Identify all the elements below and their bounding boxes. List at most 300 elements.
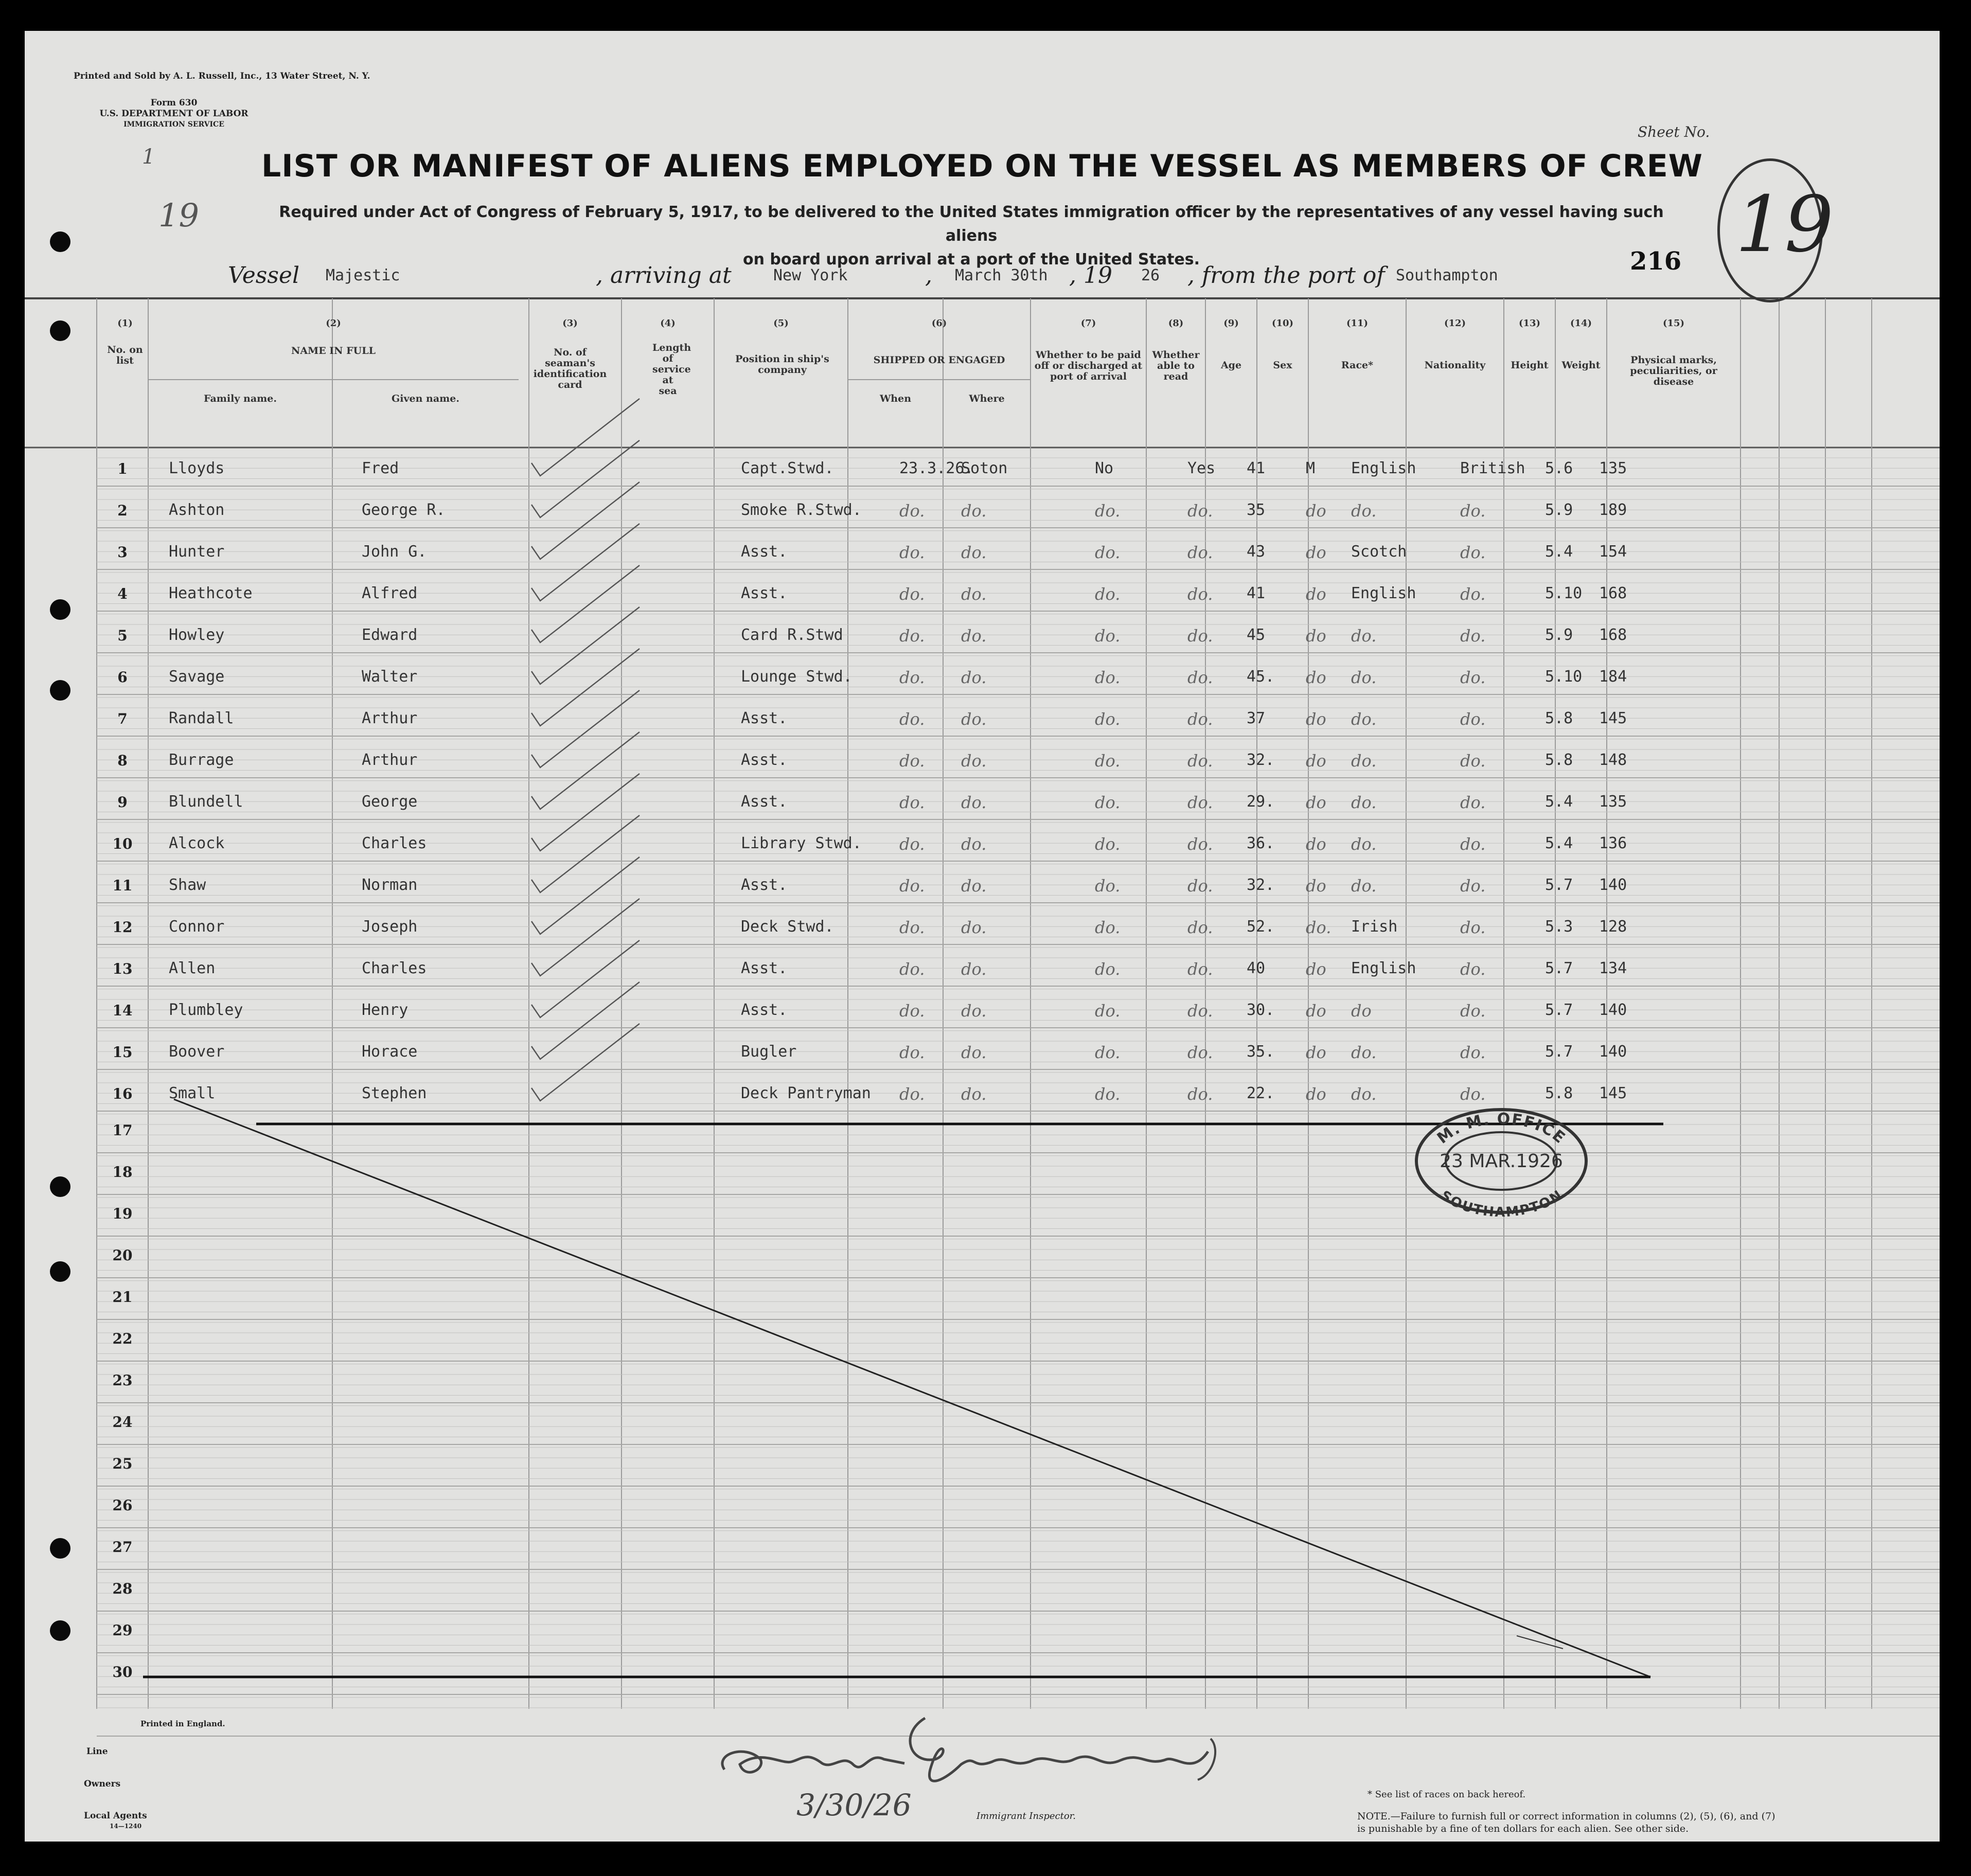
family-name: Savage: [169, 668, 225, 686]
paid-off: do.: [1095, 751, 1121, 771]
able-to-read: do.: [1187, 1001, 1213, 1021]
position: Asst.: [741, 543, 788, 561]
nationality: do.: [1460, 793, 1486, 812]
shipped-when: do.: [899, 584, 925, 604]
race: do.: [1351, 834, 1377, 854]
binder-hole: [50, 1261, 70, 1282]
row-number: 7: [117, 710, 128, 727]
family-name: Alcock: [169, 834, 225, 852]
age: 45: [1247, 626, 1266, 644]
paid-off: do.: [1095, 834, 1121, 854]
manifest-sheet: [25, 31, 1940, 1842]
sheet-label: Sheet No.: [1638, 123, 1710, 140]
col-2-header: NAME IN FULL: [291, 345, 376, 356]
family-name: Connor: [169, 918, 225, 936]
weight: 184: [1599, 668, 1627, 686]
height: 5.9: [1545, 501, 1573, 519]
weight: 135: [1599, 793, 1627, 811]
nationality: do.: [1460, 751, 1486, 771]
manifest-number: 216: [1630, 247, 1682, 276]
position: Asst.: [741, 876, 788, 894]
age: 29.: [1247, 793, 1275, 811]
paid-off: do.: [1095, 626, 1121, 646]
able-to-read: do.: [1187, 793, 1213, 812]
col-10-header: Sex: [1273, 360, 1292, 371]
col-1-number: (1): [117, 318, 133, 329]
race: do.: [1351, 668, 1377, 687]
shipped-where: do.: [961, 751, 987, 771]
position: Asst.: [741, 1001, 788, 1019]
shipped-where: do.: [961, 668, 987, 687]
nationality: do.: [1460, 584, 1486, 604]
row-number: 12: [112, 919, 133, 936]
col-5-header: Position in ship's company: [735, 353, 829, 376]
family-name: Boover: [169, 1043, 225, 1061]
position: Smoke R.Stwd.: [741, 501, 862, 519]
sex: do: [1306, 1001, 1326, 1021]
penalty-note-2: is punishable by a fine of ten dollars for each alien. See other side.: [1357, 1823, 1689, 1834]
binder-hole: [50, 1176, 70, 1197]
weight: 145: [1599, 709, 1627, 727]
race: English: [1351, 959, 1416, 977]
race: do.: [1351, 501, 1377, 521]
shipped-when: 23.3.26.: [899, 459, 974, 477]
arrival-year: 26: [1141, 266, 1160, 284]
stamp-date: 23 MAR.1926: [1440, 1151, 1563, 1172]
age: 32.: [1247, 876, 1275, 894]
sex: do: [1306, 1084, 1326, 1104]
sex: do: [1306, 626, 1326, 646]
age: 37: [1247, 709, 1266, 727]
given-name: George R.: [362, 501, 446, 519]
line-label: Line: [86, 1746, 108, 1757]
row-number: 17: [112, 1122, 133, 1139]
paid-off: do.: [1095, 584, 1121, 604]
col-3-number: (3): [562, 318, 578, 329]
able-to-read: do.: [1187, 1043, 1213, 1062]
shipped-when: do.: [899, 876, 925, 896]
col-15-number: (15): [1662, 318, 1685, 329]
family-name: Burrage: [169, 751, 234, 769]
row-number: 18: [112, 1164, 133, 1181]
penalty-note-1: NOTE.—Failure to furnish full or correct information in columns (2), (5), (6), and (7): [1357, 1811, 1775, 1822]
owners-label: Owners: [84, 1779, 121, 1789]
race: do.: [1351, 709, 1377, 729]
shipped-where: do.: [961, 1001, 987, 1021]
sex: do.: [1306, 918, 1331, 937]
row-number: 20: [112, 1247, 133, 1264]
able-to-read: do.: [1187, 668, 1213, 687]
vessel-label: Vessel: [228, 262, 300, 289]
sheet-number: 19: [1735, 180, 1834, 270]
family-name: Blundell: [169, 793, 243, 811]
given-name: Horace: [362, 1043, 418, 1061]
able-to-read: do.: [1187, 709, 1213, 729]
row-number: 30: [112, 1664, 133, 1681]
height: 5.6: [1545, 459, 1573, 477]
shipped-where: do.: [961, 834, 987, 854]
position: Asst.: [741, 959, 788, 977]
given-name: Edward: [362, 626, 418, 644]
arrival-port: New York: [773, 266, 848, 284]
family-name: Small: [169, 1084, 216, 1102]
nationality: do.: [1460, 1001, 1486, 1021]
race: do.: [1351, 876, 1377, 896]
age: 30.: [1247, 1001, 1275, 1019]
race: do.: [1351, 1084, 1377, 1104]
col-1-header: No. on list: [107, 344, 143, 366]
row-number: 3: [117, 544, 128, 561]
sex: do: [1306, 959, 1326, 979]
col-8-number: (8): [1168, 318, 1184, 329]
row-number: 23: [112, 1372, 133, 1389]
height: 5.4: [1545, 834, 1573, 852]
able-to-read: do.: [1187, 501, 1213, 521]
page-title: LIST OR MANIFEST OF ALIENS EMPLOYED ON THE VESSEL AS MEMBERS OF CREW: [261, 148, 1703, 184]
weight: 148: [1599, 751, 1627, 769]
col-2-number: (2): [326, 318, 341, 329]
nationality: do.: [1460, 543, 1486, 562]
row-number: 1: [117, 460, 128, 477]
year-prefix: , 19: [1069, 262, 1112, 289]
height: 5.10: [1545, 584, 1583, 602]
shipped-when: do.: [899, 626, 925, 646]
given-name: Alfred: [362, 584, 418, 602]
paid-off: do.: [1095, 959, 1121, 979]
race: do.: [1351, 1043, 1377, 1062]
col-3-header: No. of seaman's identification card: [533, 347, 607, 390]
col-15-header: Physical marks, peculiarities, or disease: [1630, 354, 1717, 387]
race: do.: [1351, 793, 1377, 812]
col-4-number: (4): [660, 318, 676, 329]
sex: do: [1306, 709, 1326, 729]
office-stamp: [1411, 1103, 1591, 1219]
able-to-read: do.: [1187, 584, 1213, 604]
weight: 140: [1599, 1043, 1627, 1061]
row-number: 22: [112, 1330, 133, 1347]
binder-hole: [50, 320, 70, 341]
form-number: Form 630: [150, 98, 198, 108]
subtitle: [272, 201, 1671, 272]
age: 32.: [1247, 751, 1275, 769]
weight: 145: [1599, 1084, 1627, 1102]
row-number: 24: [112, 1414, 133, 1431]
race: Irish: [1351, 918, 1398, 936]
paid-off: No: [1095, 459, 1114, 477]
nationality: do.: [1460, 918, 1486, 937]
where-header: Where: [969, 393, 1005, 404]
given-name: Walter: [362, 668, 418, 686]
sex: do: [1306, 1043, 1326, 1062]
age: 22.: [1247, 1084, 1275, 1102]
shipped-where: do.: [961, 543, 987, 562]
shipped-when: do.: [899, 543, 925, 562]
shipped-when: do.: [899, 501, 925, 521]
height: 5.8: [1545, 1084, 1573, 1102]
sex: do: [1306, 876, 1326, 896]
paid-off: do.: [1095, 1084, 1121, 1104]
row-number: 5: [117, 627, 128, 644]
given-name: Arthur: [362, 751, 418, 769]
row-number: 13: [112, 960, 133, 977]
nationality: do.: [1460, 834, 1486, 854]
height: 5.4: [1545, 543, 1573, 561]
family-name: Allen: [169, 959, 216, 977]
weight: 168: [1599, 626, 1627, 644]
margin-mark-2: 19: [158, 196, 199, 234]
svg-text:SOUTHAMPTON: [1437, 1188, 1565, 1219]
position: Capt.Stwd.: [741, 459, 834, 477]
given-name: John G.: [362, 543, 427, 561]
shipped-when: do.: [899, 1084, 925, 1104]
position: Asst.: [741, 793, 788, 811]
row-number: 16: [112, 1085, 133, 1102]
check-mark: [531, 399, 640, 476]
able-to-read: do.: [1187, 543, 1213, 562]
stamp-bottom-text: SOUTHAMPTON: [1437, 1187, 1565, 1219]
row-number: 14: [112, 1002, 133, 1019]
binder-hole: [50, 231, 70, 252]
nationality: do.: [1460, 501, 1486, 521]
height: 5.3: [1545, 918, 1573, 936]
shipped-when: do.: [899, 1043, 925, 1062]
family-name: Shaw: [169, 876, 206, 894]
row-number: 10: [112, 835, 133, 852]
race: Scotch: [1351, 543, 1407, 561]
sex: M: [1306, 459, 1316, 477]
vessel-name: Majestic: [326, 266, 400, 284]
col-9-number: (9): [1223, 318, 1239, 329]
service-name: IMMIGRATION SERVICE: [123, 120, 224, 129]
shipped-when: do.: [899, 834, 925, 854]
paid-off: do.: [1095, 876, 1121, 896]
row-number: 26: [112, 1497, 133, 1514]
given-name: Stephen: [362, 1084, 427, 1102]
sex: do: [1306, 668, 1326, 687]
height: 5.4: [1545, 793, 1573, 811]
col-6-number: (6): [931, 318, 947, 329]
col-14-number: (14): [1570, 318, 1592, 329]
weight: 140: [1599, 876, 1627, 894]
row-number: 25: [112, 1455, 133, 1472]
shipped-when: do.: [899, 751, 925, 771]
binder-hole: [50, 1538, 70, 1559]
age: 40: [1247, 959, 1266, 977]
height: 5.7: [1545, 959, 1573, 977]
position: Bugler: [741, 1043, 797, 1061]
weight: 189: [1599, 501, 1627, 519]
nationality: do.: [1460, 1043, 1486, 1062]
row-number: 8: [117, 752, 128, 769]
position: Asst.: [741, 709, 788, 727]
paid-off: do.: [1095, 501, 1121, 521]
signature-date: 3/30/26: [796, 1788, 912, 1823]
race: English: [1351, 459, 1416, 477]
date-separator: ,: [925, 262, 932, 289]
col-7-header: Whether to be paid off or discharged at port of arrival: [1034, 349, 1143, 382]
given-name: George: [362, 793, 418, 811]
row-number: 29: [112, 1622, 133, 1639]
able-to-read: do.: [1187, 834, 1213, 854]
position: Library Stwd.: [741, 834, 862, 852]
margin-mark-1: 1: [142, 145, 155, 169]
binder-hole: [50, 680, 70, 701]
row-number: 21: [112, 1289, 133, 1306]
given-name: Charles: [362, 959, 427, 977]
family-name: Plumbley: [169, 1001, 243, 1019]
nationality: do.: [1460, 709, 1486, 729]
binder-hole: [50, 1620, 70, 1641]
height: 5.8: [1545, 709, 1573, 727]
col-5-number: (5): [773, 318, 789, 329]
weight: 140: [1599, 1001, 1627, 1019]
stamp-top-text: M. M. OFFICE: [1433, 1110, 1569, 1148]
paid-off: do.: [1095, 793, 1121, 812]
family-name: Lloyds: [169, 459, 225, 477]
race: do: [1351, 1001, 1372, 1021]
position: Asst.: [741, 751, 788, 769]
given-name: Fred: [362, 459, 399, 477]
nationality: do.: [1460, 668, 1486, 687]
row-number: 4: [117, 585, 128, 602]
col-13-number: (13): [1518, 318, 1541, 329]
paid-off: do.: [1095, 1001, 1121, 1021]
shipped-where: do.: [961, 918, 987, 937]
row-number: 6: [117, 669, 128, 686]
sex: do: [1306, 501, 1326, 521]
race: do.: [1351, 626, 1377, 646]
sex: do: [1306, 751, 1326, 771]
age: 35: [1247, 501, 1266, 519]
family-name: Hunter: [169, 543, 225, 561]
given-name: Arthur: [362, 709, 418, 727]
age: 45.: [1247, 668, 1275, 686]
weight: 128: [1599, 918, 1627, 936]
race: English: [1351, 584, 1416, 602]
when-header: When: [879, 393, 912, 404]
age: 35.: [1247, 1043, 1275, 1061]
weight: 154: [1599, 543, 1627, 561]
age: 41: [1247, 584, 1266, 602]
department-name: U.S. DEPARTMENT OF LABOR: [99, 109, 248, 119]
age: 36.: [1247, 834, 1275, 852]
col-9-header: Age: [1220, 360, 1242, 371]
shipped-when: do.: [899, 709, 925, 729]
weight: 168: [1599, 584, 1627, 602]
age: 41: [1247, 459, 1266, 477]
shipped-when: do.: [899, 918, 925, 937]
shipped-where: do.: [961, 584, 987, 604]
col-4-header: Length of service at sea: [652, 342, 691, 397]
col-13-header: Height: [1511, 360, 1549, 371]
family-name: Randall: [169, 709, 234, 727]
col-11-header: Race*: [1341, 360, 1374, 371]
shipped-where: do.: [961, 793, 987, 812]
arriving-label: , arriving at: [596, 262, 732, 289]
sex: do: [1306, 543, 1326, 562]
shipped-when: do.: [899, 959, 925, 979]
height: 5.8: [1545, 751, 1573, 769]
sex: do: [1306, 834, 1326, 854]
weight: 134: [1599, 959, 1627, 977]
shipped-where: do.: [961, 1084, 987, 1104]
able-to-read: do.: [1187, 1084, 1213, 1104]
given-name: Henry: [362, 1001, 409, 1019]
position: Deck Pantryman: [741, 1084, 871, 1102]
height: 5.7: [1545, 1001, 1573, 1019]
paid-off: do.: [1095, 1043, 1121, 1062]
paid-off: do.: [1095, 709, 1121, 729]
able-to-read: do.: [1187, 626, 1213, 646]
age: 52.: [1247, 918, 1275, 936]
col-12-header: Nationality: [1424, 360, 1486, 371]
nationality: do.: [1460, 1084, 1486, 1104]
printed-in: Printed in England.: [140, 1719, 225, 1728]
weight: 135: [1599, 459, 1627, 477]
race-note: * See list of races on back hereof.: [1368, 1789, 1526, 1800]
family-name: Howley: [169, 626, 225, 644]
height: 5.10: [1545, 668, 1583, 686]
arrival-date: March 30th: [955, 266, 1048, 284]
row-number: 19: [112, 1205, 133, 1222]
able-to-read: do.: [1187, 751, 1213, 771]
col-11-number: (11): [1346, 318, 1369, 329]
able-to-read: do.: [1187, 918, 1213, 937]
position: Card R.Stwd: [741, 626, 843, 644]
shipped-where: do.: [961, 626, 987, 646]
shipped-when: do.: [899, 793, 925, 812]
row-number: 28: [112, 1580, 133, 1597]
position: Lounge Stwd.: [741, 668, 853, 686]
col-12-number: (12): [1444, 318, 1466, 329]
sex: do: [1306, 584, 1326, 604]
position: Asst.: [741, 584, 788, 602]
form-block: [97, 98, 251, 130]
row-number: 9: [117, 794, 128, 811]
shipped-when: do.: [899, 1001, 925, 1021]
family-name: Heathcote: [169, 584, 253, 602]
height: 5.7: [1545, 1043, 1573, 1061]
paid-off: do.: [1095, 543, 1121, 562]
col-14-header: Weight: [1561, 360, 1601, 371]
subtitle-line-2: on board upon arrival at a port of the United States.: [742, 251, 1200, 269]
shipped-where: do.: [961, 501, 987, 521]
paid-off: do.: [1095, 918, 1121, 937]
shipped-where: do.: [961, 959, 987, 979]
age: 43: [1247, 543, 1266, 561]
row-number: 11: [112, 877, 133, 894]
nationality: do.: [1460, 626, 1486, 646]
printer-line: Printed and Sold by A. L. Russell, Inc., 13 Water Street, N. Y.: [74, 71, 370, 81]
shipped-where: Soton: [961, 459, 1008, 477]
subtitle-line-1: Required under Act of Congress of February 5, 1917, to be delivered to the United States immigration officer by the representatives of any vessel having such aliens: [279, 203, 1664, 245]
svg-text:M. M. OFFICE: [1434, 1110, 1569, 1148]
shipped-where: do.: [961, 876, 987, 896]
inspector-signature: [704, 1703, 1259, 1826]
form-code: 14—1240: [110, 1823, 142, 1830]
family-name: Ashton: [169, 501, 225, 519]
col-8-header: Whether able to read: [1152, 349, 1200, 382]
given-name: Joseph: [362, 918, 418, 936]
nationality: do.: [1460, 959, 1486, 979]
position: Deck Stwd.: [741, 918, 834, 936]
row-number: 15: [112, 1044, 133, 1061]
from-label: , from the port of: [1187, 262, 1385, 289]
shipped-where: do.: [961, 709, 987, 729]
row-number: 2: [117, 502, 128, 519]
given-name-header: Given name.: [392, 393, 459, 404]
col-7-number: (7): [1080, 318, 1096, 329]
